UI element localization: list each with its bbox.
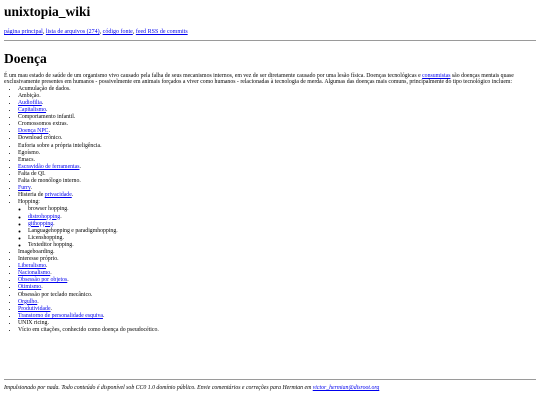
intro-text-end: são doenças mentais quase exclusivamente presentes em humanos - possivelmente em animais forçados a viver como humanos - relacionadas à tecnologia de merda. Algumas das doenças mais comuns, principalmente do tipo tecnológico incluem: (4, 73, 514, 86)
nav-separator: , (132, 29, 136, 35)
list-item (18, 313, 536, 320)
list-item (18, 86, 536, 93)
footer-text (4, 385, 536, 392)
list-item (18, 320, 536, 327)
list-item-text: Histeria de (18, 192, 45, 199)
list-item-text: Falta de monólogo interno. (18, 178, 81, 185)
list-item (18, 135, 536, 142)
list-item (18, 270, 536, 277)
list-item-text: Comportamento infantil. (18, 114, 76, 121)
list-item-text: Cromossomos extras. (18, 121, 68, 128)
list-item-punctuation: . (50, 305, 52, 312)
list-item-link[interactable]: Audiofilia (18, 100, 42, 106)
nav-link[interactable]: feed RSS de commits (135, 29, 188, 35)
nav-separator: , (42, 29, 46, 35)
list-item (18, 121, 536, 128)
list-item-text: Hopping: (18, 199, 40, 206)
nav-link[interactable]: código fonte (102, 29, 133, 35)
list-item (18, 164, 536, 171)
list-item-punctuation: . (102, 312, 105, 319)
list-item-text: browser hopping. (28, 206, 69, 213)
contact-email-link[interactable]: victor_hermian@disroot.org (312, 385, 380, 391)
list-item (28, 214, 536, 221)
list-item (18, 100, 536, 107)
list-item-link[interactable]: githopping (28, 220, 54, 227)
sub-list (18, 206, 536, 249)
list-item-punctuation: . (67, 277, 69, 284)
list-item-link[interactable]: Capitalismo (18, 107, 47, 114)
list-item (28, 221, 536, 228)
footer-divider (4, 379, 536, 380)
list-item-link[interactable]: Doença NPC (18, 128, 49, 135)
list-item-text: Interesse próprio. (18, 256, 59, 263)
list-item (18, 292, 536, 299)
disease-list (4, 86, 536, 334)
list-item-punctuation: . (41, 100, 44, 106)
list-item-text: Euforia sobre a própria inteligência. (18, 142, 102, 149)
nav-link[interactable]: lista de arquivos (274) (45, 29, 100, 35)
list-item-link[interactable]: Escravidão de ferramentas (18, 163, 80, 170)
list-item-link[interactable]: Nacionalismo (18, 270, 51, 277)
list-item-text: Ambição. (18, 92, 41, 99)
list-item-text: UNIX ricing. (18, 319, 49, 326)
list-item-text: Download crônico. (18, 135, 63, 142)
list-item-link[interactable]: distrohopping (28, 213, 61, 220)
list-item-link[interactable]: Produtividade (18, 305, 51, 312)
list-item-text: Texteditor hopping. (28, 241, 74, 248)
list-item (28, 235, 536, 242)
nav-link[interactable]: página principal (4, 29, 43, 35)
list-item-link[interactable]: Liberalismo (18, 263, 47, 270)
list-item (18, 143, 536, 150)
list-item-text: Falta de QI. (18, 170, 46, 177)
list-item-punctuation: . (71, 192, 74, 199)
list-item (18, 256, 536, 263)
list-item (18, 192, 536, 199)
intro-paragraph (4, 73, 536, 86)
list-item-text: Acumulação de dados. (18, 85, 71, 92)
intro-text-start: É um mau estado de saúde de um organismo vivo causado pela falha de seus mecanismos internos, em vez de ser diretamente causado por uma lesão física. Doenças tecnológicas e (4, 73, 423, 79)
list-item-punctuation: . (48, 128, 50, 135)
list-item (18, 284, 536, 291)
list-item (18, 128, 536, 135)
list-item (28, 228, 536, 235)
consumistas-link[interactable]: consumistas (422, 73, 451, 79)
site-nav (4, 28, 536, 36)
list-item-text: Egoísmo. (18, 149, 41, 156)
list-item-punctuation: . (79, 163, 81, 170)
list-item (18, 150, 536, 157)
list-item-text: Licenshopping. (28, 234, 64, 241)
list-item (18, 327, 536, 334)
list-item (18, 299, 536, 306)
list-item (18, 171, 536, 178)
site-title: unixtopia_wiki (4, 4, 91, 19)
list-item-link[interactable]: Otimismo (18, 284, 42, 291)
footer-license-text: Impulsionado por nada. Todo conteúdo é disponível sob CC0 1.0 domínio público. Envie comentários e correções para Hermian em (4, 385, 313, 391)
list-item-link[interactable]: Furry (18, 185, 31, 192)
list-item (18, 263, 536, 270)
list-item (18, 93, 536, 100)
list-item (18, 107, 536, 114)
list-item-text: Languagehopping e paradigmhopping. (28, 227, 118, 234)
list-item-text: Imageboarding. (18, 248, 55, 255)
list-item-text: Obsessão por teclado mecânico. (18, 291, 93, 298)
list-item (18, 199, 536, 249)
list-item-link[interactable]: Orgulho (18, 298, 38, 305)
list-item-punctuation: . (50, 270, 52, 277)
list-item (18, 185, 536, 192)
list-item-punctuation: . (46, 263, 48, 270)
list-item (18, 157, 536, 164)
list-item (18, 249, 536, 256)
list-item-punctuation: . (37, 298, 39, 305)
list-item (18, 277, 536, 284)
list-item (28, 206, 536, 213)
nav-separator: , (99, 29, 103, 35)
list-item (18, 114, 536, 121)
list-item-punctuation: . (30, 185, 32, 192)
list-item-text: Vício em citações, conhecido como doença do pseudocético. (18, 327, 159, 333)
list-item-punctuation: . (46, 107, 48, 114)
list-item (28, 242, 536, 249)
page-title: Doença (4, 51, 47, 66)
header-divider (4, 40, 536, 41)
list-item-punctuation: . (60, 213, 62, 220)
list-item (18, 178, 536, 185)
list-item-text: Emacs. (18, 156, 35, 163)
page-footer (4, 379, 536, 392)
list-item-link[interactable]: privacidade (44, 192, 72, 199)
list-item-link[interactable]: Transtorno de personalidade esquiva (18, 312, 103, 319)
list-item-punctuation: . (41, 284, 43, 291)
page-content (4, 4, 536, 334)
list-item (18, 306, 536, 313)
list-item-punctuation: . (53, 220, 55, 227)
list-item-link[interactable]: Obsessão por objetos (18, 277, 68, 284)
